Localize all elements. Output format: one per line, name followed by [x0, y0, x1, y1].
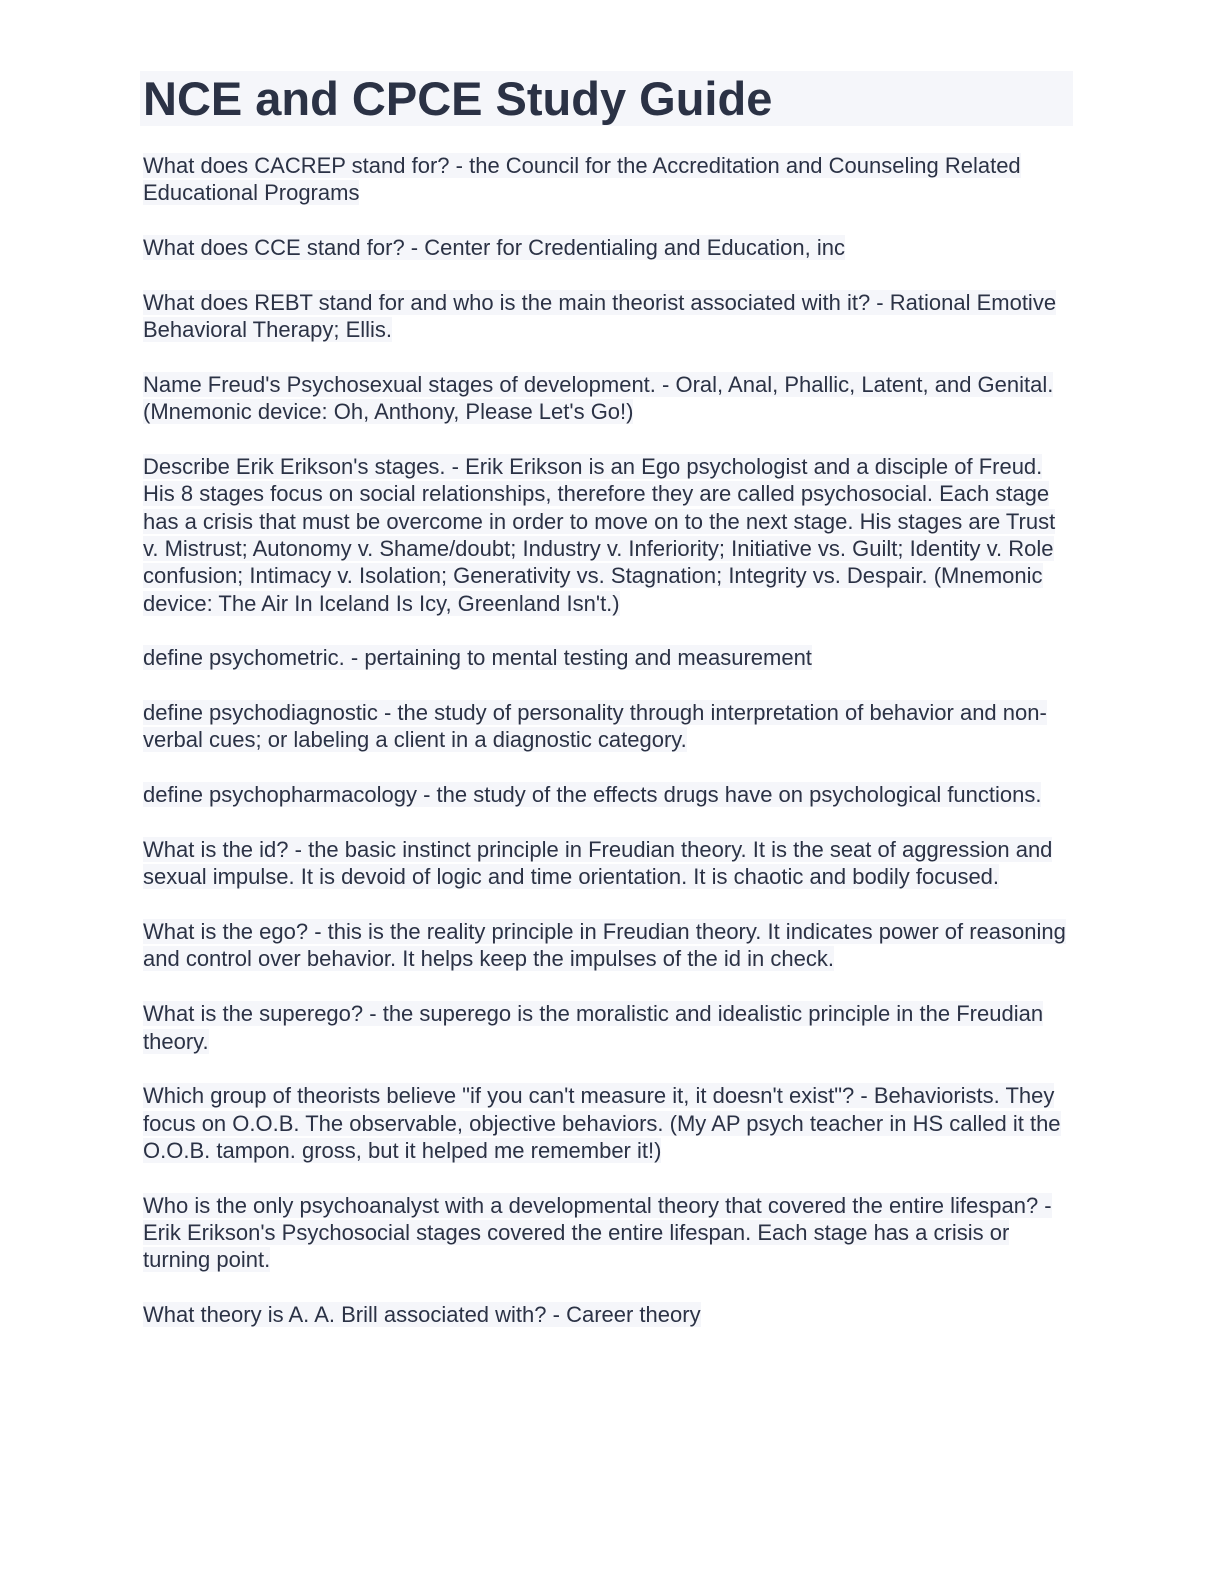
separator: -: [449, 153, 470, 178]
flashcard-answer: the basic instinct principle in Freudian theory. It is the seat of aggression and sexual impulse. It is devoid of logic and time orientation. It is chaotic and bodily focused.: [143, 837, 1053, 890]
flashcard: [140, 289, 1073, 344]
separator: -: [854, 1083, 874, 1109]
flashcard-answer: the superego is the moralistic and idealistic principle in the Freudian theory.: [143, 1001, 1044, 1054]
document-page: [140, 71, 1073, 1356]
flashcard: [140, 781, 1073, 808]
separator: -: [344, 645, 365, 671]
flashcard: [140, 836, 1073, 891]
flashcard-question: Describe Erik Erikson's stages.: [143, 454, 446, 480]
separator: -: [546, 1302, 567, 1328]
flashcard: [140, 1192, 1073, 1274]
flashcard-list: [140, 152, 1073, 1328]
flashcard-answer: pertaining to mental testing and measurement: [364, 645, 812, 671]
separator: -: [308, 919, 328, 945]
flashcard-question: What does CACREP stand for?: [143, 153, 450, 178]
flashcard: [140, 1301, 1073, 1328]
flashcard-question: define psychometric.: [143, 645, 345, 671]
flashcard-answer: Oral, Anal, Phallic, Latent, and Genital. (Mnemonic device: Oh, Anthony, Please Let's Go!): [143, 371, 1054, 425]
flashcard: [140, 918, 1073, 973]
flashcard-answer: the study of personality through interpretation of behavior and non-verbal cues; or labeling a client in a diagnostic category.: [143, 700, 1047, 753]
flashcard-question: What is the superego?: [143, 1001, 364, 1027]
flashcard-answer: this is the reality principle in Freudian theory. It indicates power of reasoning and control over behavior. It helps keep the impulses of the id in check.: [143, 919, 1066, 972]
flashcard-answer: Erik Erikson's Psychosocial stages covered the entire lifespan. Each stage has a crisis or turning point.: [143, 1220, 1010, 1273]
flashcard-question: Name Freud's Psychosexual stages of development.: [143, 371, 656, 397]
flashcard-question: Who is the only psychoanalyst with a developmental theory that covered the entire lifespan?: [143, 1192, 1039, 1218]
flashcard: [140, 699, 1073, 754]
separator: -: [1038, 1192, 1052, 1218]
flashcard-answer: Career theory: [566, 1302, 701, 1328]
flashcard: [140, 371, 1073, 426]
flashcard-answer: Rational Emotive Behavioral Therapy; Ellis.: [143, 289, 1057, 343]
flashcard: [140, 644, 1073, 671]
separator: -: [445, 454, 466, 480]
flashcard: [140, 234, 1073, 261]
flashcard-question: define psychopharmacology: [143, 782, 417, 808]
flashcard-question: define psychodiagnostic: [143, 700, 378, 726]
separator: -: [655, 371, 676, 397]
flashcard-question: What is the ego?: [143, 919, 309, 945]
separator: -: [416, 782, 437, 808]
separator: -: [377, 700, 398, 726]
separator: -: [870, 289, 890, 315]
flashcard-answer: Center for Credentialing and Education, inc: [424, 235, 845, 261]
flashcard-question: What does CCE stand for?: [143, 235, 405, 261]
page-title: NCE and CPCE Study Guide: [140, 71, 1073, 126]
flashcard: [140, 453, 1073, 617]
flashcard-answer: the study of the effects drugs have on psychological functions.: [436, 782, 1042, 808]
flashcard-question: What theory is A. A. Brill associated with?: [143, 1302, 547, 1328]
flashcard-answer: Erik Erikson is an Ego psychologist and a disciple of Freud. His 8 stages focus on social relationships, therefore they are called psychosocial. Each stage has a crisis that must be overcome in order to move on to the next stage. His stages are Trust v. Mistrust; Autonomy v. Shame/doubt; Industry v. Inferiority; Initiative vs. Guilt; Identity v. Role confusion; Intimacy v. Isolation; Generativity vs. Stagnation; Integrity vs. Despair. (Mnemonic device: The Air In Iceland Is Icy, Greenland Isn't.): [143, 454, 1056, 616]
separator: -: [288, 837, 309, 863]
flashcard-question: What does REBT stand for and who is the main theorist associated with it?: [143, 289, 871, 315]
flashcard-question: Which group of theorists believe "if you can't measure it, it doesn't exist"?: [143, 1083, 855, 1109]
flashcard-answer: Behaviorists. They focus on O.O.B. The observable, objective behaviors. (My AP psych teacher in HS called it the O.O.B. tampon. gross, but it helped me remember it!): [143, 1083, 1061, 1163]
flashcard-question: What is the id?: [143, 837, 289, 863]
flashcard: [140, 152, 1073, 207]
separator: -: [404, 235, 425, 261]
flashcard-answer: the Council for the Accreditation and Counseling Related Educational Programs: [143, 153, 1021, 206]
flashcard: [140, 1082, 1073, 1164]
flashcard: [140, 1000, 1073, 1055]
separator: -: [363, 1001, 383, 1027]
